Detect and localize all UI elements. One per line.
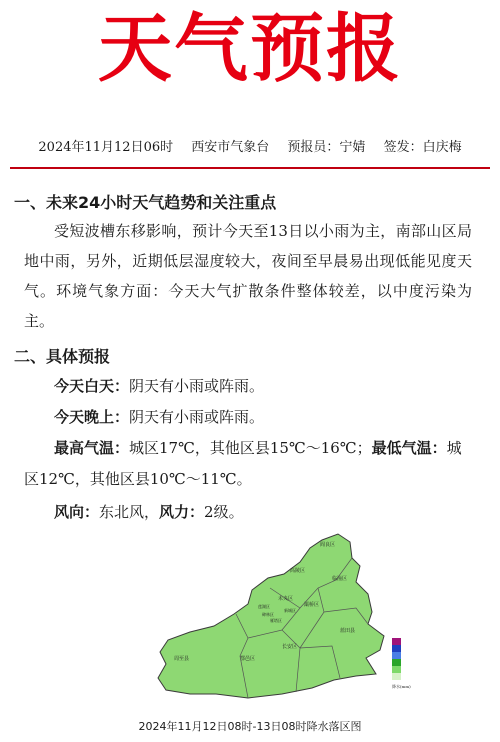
low-temp-value-start: 城 [446, 439, 462, 457]
night-label: 今天晚上： [54, 408, 130, 426]
section2-heading: 二、具体预报 [14, 347, 111, 366]
wind-dir-label: 风向： [54, 503, 100, 521]
map-label-baqiao: 灞桥区 [304, 602, 320, 608]
map-legend [392, 638, 411, 689]
section1-heading: 一、未来24小时天气趋势和关注重点 [14, 193, 277, 212]
map-label-yanliang: 阎良区 [320, 542, 336, 548]
legend-unit: 降水(mm) [392, 684, 411, 689]
map-label-weiyang: 未央区 [278, 596, 294, 602]
high-temp-label: 最高气温： [54, 439, 130, 457]
map-label-beilin: 碑林区 [262, 612, 274, 617]
forecast-temp-cont [24, 464, 476, 494]
wind-dir-value: 东北风， [99, 503, 160, 521]
precipitation-map [0, 528, 500, 723]
forecast-wind [24, 497, 476, 527]
low-temp-value-end: 区12℃，其他区县10℃～11℃。 [24, 470, 252, 488]
day-label: 今天白天： [54, 377, 130, 395]
map-label-zhouzhi: 周至县 [174, 656, 190, 662]
high-temp-value: 城区17℃，其他区县15℃～16℃； [129, 439, 372, 457]
map-label-huyi: 鄠邑区 [240, 656, 256, 662]
day-value: 阴天有小雨或阵雨。 [129, 377, 265, 395]
forecast-night [24, 402, 476, 432]
map-label-yanta: 雁塔区 [270, 618, 282, 623]
page-title: 天气预报 [98, 6, 402, 92]
map-caption: 2024年11月12日08时-13日08时降水落区图 [138, 720, 362, 733]
issue-meta [0, 138, 500, 158]
wind-force-label: 风力： [159, 503, 205, 521]
issuer: 签发：白庆梅 [383, 140, 462, 155]
map-label-changan: 长安区 [282, 644, 298, 650]
header-rule [10, 167, 490, 169]
wind-force-value: 2级。 [204, 503, 244, 521]
forecast-temp [24, 433, 476, 463]
map-label-xincheng: 新城区 [284, 608, 296, 613]
section1-paragraph: 受短波槽东移影响，预计今天至13日以小雨为主，南部山区局地中雨，另外，近期低层湿度较大，夜间至早晨易出现低能见度天气。环境气象方面：今天大气扩散条件整体较差，以中度污染为主。 [24, 222, 472, 330]
night-value: 阴天有小雨或阵雨。 [129, 408, 265, 426]
map-label-lianhu: 莲湖区 [258, 604, 270, 609]
map-label-gaoling: 高陵区 [290, 568, 306, 574]
issuing-office: 西安市气象台 [191, 140, 270, 155]
low-temp-label: 最低气温： [371, 439, 447, 457]
forecast-day [24, 371, 476, 401]
map-label-lintong: 临潼区 [332, 576, 348, 582]
issue-date: 2024年11月12日06时 [38, 140, 174, 155]
forecaster: 预报员：宁婧 [287, 140, 366, 155]
map-label-lantian: 蓝田县 [340, 628, 356, 634]
